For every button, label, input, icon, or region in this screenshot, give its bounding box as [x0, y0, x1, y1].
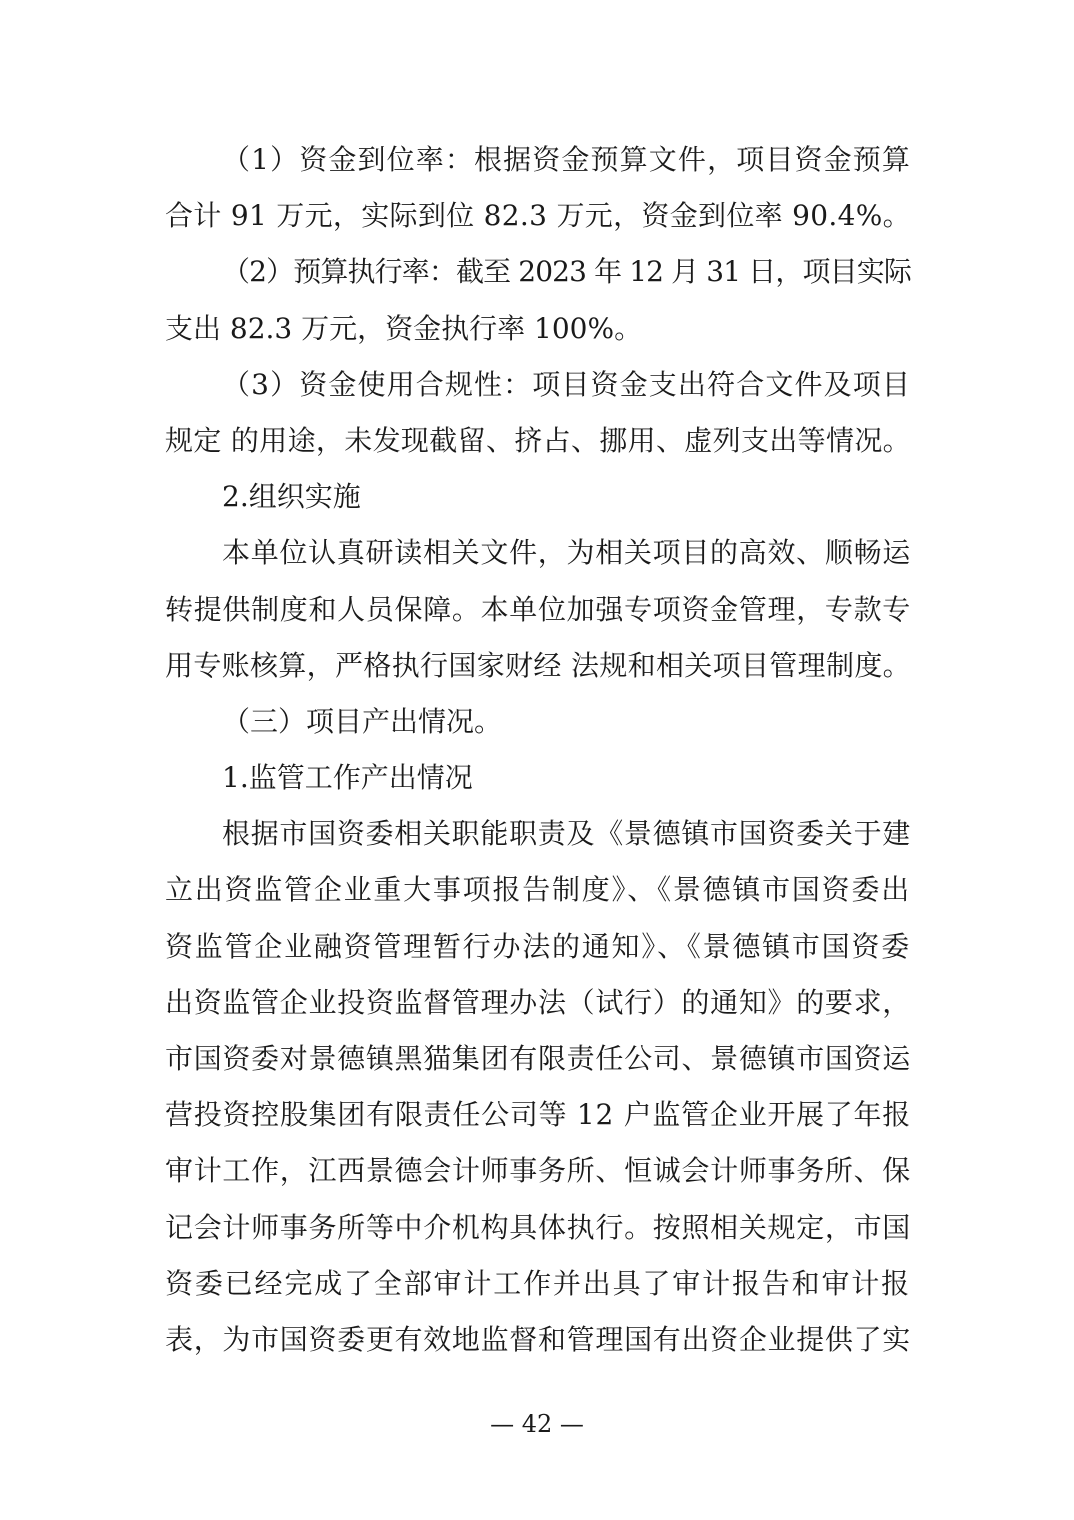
text-line: 记会计师事务所等中介机构具体执行。按照相关规定，市国	[165, 1210, 911, 1244]
text-line-row	[165, 475, 911, 531]
text-line-row	[165, 868, 911, 924]
text-line-row	[165, 644, 911, 700]
text-line-row	[165, 1318, 911, 1374]
text-line: 支出 82.3 万元，资金执行率 100%。	[165, 311, 643, 345]
text-line: 表，为市国资委更有效地监督和管理国有出资企业提供了实	[165, 1322, 911, 1356]
text-line: （三）项目产出情况。	[222, 704, 503, 738]
text-line: 根据市国资委相关职能职责及《景德镇市国资委关于建	[222, 817, 911, 851]
text-line: 资监管企业融资管理暂行办法的通知》、《景德镇市国资委	[165, 929, 911, 963]
text-line: 出资监管企业投资监督管理办法（试行）的通知》的要求，	[165, 985, 911, 1019]
text-line-row	[165, 363, 911, 419]
text-line-row	[165, 531, 911, 587]
text-line: 转提供制度和人员保障。本单位加强专项资金管理，专款专	[165, 592, 911, 626]
text-line-row	[165, 1037, 911, 1093]
text-line: （3）资金使用合规性：项目资金支出符合文件及项目	[222, 367, 911, 401]
text-line-row	[165, 419, 911, 475]
document-body	[165, 138, 911, 1374]
text-line-row	[165, 925, 911, 981]
text-line-row	[165, 307, 911, 363]
text-line-row	[165, 588, 911, 644]
text-line: 本单位认真研读相关文件，为相关项目的高效、顺畅运	[222, 536, 911, 570]
text-line: （1）资金到位率：根据资金预算文件，项目资金预算	[222, 143, 911, 176]
text-line: 用专账核算，严格执行国家财经 法规和相关项目管理制度。	[165, 648, 911, 682]
text-line: （2）预算执行率：截至 2023 年 12 月 31 日，项目实际	[222, 255, 911, 289]
page-number: — 42 —	[490, 1410, 584, 1438]
text-line: 2.组织实施	[222, 480, 361, 514]
text-line: 营投资控股集团有限责任公司等 12 户监管企业开展了年报	[165, 1098, 911, 1132]
text-line-row	[165, 1206, 911, 1262]
text-line: 审计工作，江西景德会计师事务所、恒诚会计师事务所、保	[165, 1154, 911, 1188]
text-line-row	[165, 700, 911, 756]
text-line-row	[165, 1149, 911, 1205]
text-line-row	[165, 1262, 911, 1318]
text-line: 规定 的用途，未发现截留、挤占、挪用、虚列支出等情况。	[165, 423, 911, 457]
text-line-row	[165, 194, 911, 250]
text-line: 1.监管工作产出情况	[222, 761, 473, 795]
text-line-row	[165, 756, 911, 812]
text-line-row	[165, 981, 911, 1037]
text-line-row	[165, 138, 911, 194]
text-line-row	[165, 250, 911, 306]
text-line: 合计 91 万元，实际到位 82.3 万元，资金到位率 90.4%。	[165, 199, 911, 233]
text-line: 立出资监管企业重大事项报告制度》、《景德镇市国资委出	[165, 873, 911, 907]
text-line-row	[165, 812, 911, 868]
text-line-row	[165, 1093, 911, 1149]
text-line: 市国资委对景德镇黑猫集团有限责任公司、景德镇市国资运	[165, 1042, 911, 1075]
text-line: 资委已经完成了全部审计工作并出具了审计报告和审计报	[165, 1266, 911, 1300]
